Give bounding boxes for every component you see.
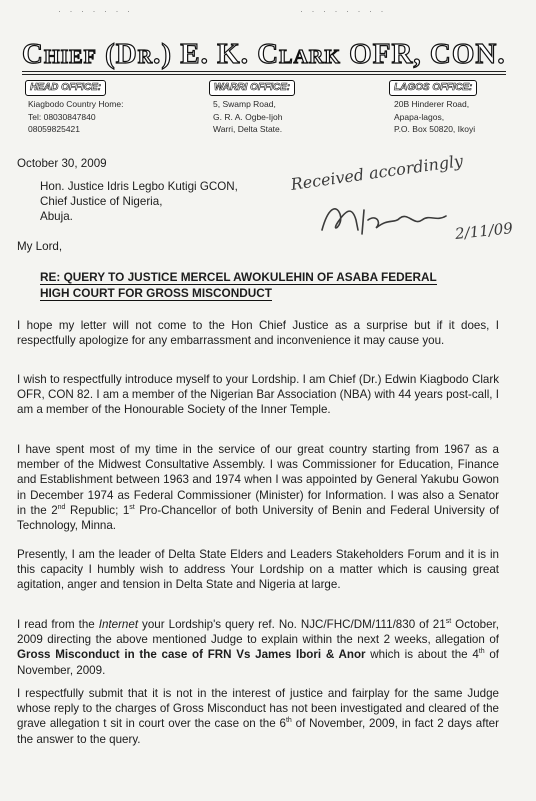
query-text: of November, 2009.	[17, 648, 500, 677]
career-text: Pro-Chancellor of both University of Benin and Federal University of Technology, Minna.	[17, 503, 500, 533]
warri-office-label: WARRI OFFICE:	[209, 80, 295, 96]
query-bold: Gross Misconduct in the case of FRN Vs James Ibori & Anor	[17, 648, 366, 662]
subject-line: RE: QUERY TO JUSTICE MERCEL AWOKULEHIN OF ASABA FEDERAL	[40, 270, 437, 284]
recipient-line: Abuja.	[40, 210, 73, 224]
scan-specks: · · · · · · ·	[58, 6, 133, 16]
superscript: st	[445, 618, 452, 626]
head-office-label: HEAD OFFICE:	[25, 80, 106, 96]
query-italic: Internet	[98, 618, 139, 631]
address-line: Apapa-lagos,	[394, 111, 445, 122]
handwritten-signature	[318, 200, 468, 240]
subject-line: HIGH COURT FOR GROSS MISCONDUCT	[40, 286, 273, 300]
paragraph-career	[17, 442, 499, 533]
handwritten-received-note: Received accordingly	[289, 151, 465, 194]
superscript: nd	[57, 503, 66, 511]
submission-text: of November, 2009, in fact 2 days after the answer to the query.	[17, 717, 499, 746]
letterhead-rule	[22, 74, 506, 75]
address-line: 5, Swamp Road,	[213, 99, 276, 109]
submission-text: I respectfully submit that it is not in the interest of justice and fairplay for the same Judge whose reply to the charges of Gross Misconduct has not been investigated and cleared of the grave allegation t sit in court over the case on the 6	[17, 687, 499, 731]
warri-office-address	[213, 98, 282, 136]
paragraph-introduction: I wish to respectfully introduce myself to your Lordship. I am Chief (Dr.) Edwin Kiagbodo Clark OFR, CON 82. I am a member of the Nigerian Bar Association (NBA) with 44 years post-call, I am a member of the Honourable Society of the Inner Temple.	[17, 373, 499, 417]
salutation: My Lord,	[17, 240, 63, 253]
query-text: which is about the 4	[365, 648, 479, 662]
superscript: th	[285, 717, 292, 725]
recipient-line: Chief Justice of Nigeria,	[40, 195, 163, 209]
recipient-address	[40, 179, 238, 225]
paragraph-leadership: Presently, I am the leader of Delta State Elders and Leaders Stakeholders Forum and it is in this capacity I humbly wish to address Your Lordship on a matter which is causing great agitation, anger and tension in Delta State and Nigeria at large.	[17, 548, 499, 592]
address-line: 08059825421	[28, 124, 81, 134]
lagos-office-address	[394, 98, 475, 136]
address-line: G. R. A. Ogbe-Ijoh	[213, 111, 283, 122]
paragraph-internet-query	[17, 617, 499, 678]
address-line: Kiagbodo Country Home:	[28, 99, 124, 109]
address-line: Warri, Delta State.	[213, 124, 283, 134]
career-text: Republic; 1	[65, 503, 130, 517]
query-text: your Lordship's query ref. No. NJC/FHC/DM/111/830 of 21	[138, 618, 446, 631]
query-text: I read from the	[17, 618, 99, 631]
letter-date: October 30, 2009	[17, 157, 107, 170]
letterhead-rule	[22, 71, 506, 72]
superscript: th	[478, 648, 485, 656]
address-line: 20B Hinderer Road,	[394, 99, 470, 109]
recipient-line: Hon. Justice Idris Legbo Kutigi GCON,	[40, 180, 238, 193]
address-line: Tel: 08030847840	[28, 111, 96, 122]
subject-heading	[40, 269, 496, 301]
superscript: st	[129, 503, 135, 511]
lagos-office-label: LAGOS OFFICE:	[389, 80, 477, 96]
head-office-address	[28, 98, 123, 136]
handwritten-date: 2/11/09	[454, 219, 514, 243]
scan-specks: · · · · · · · ·	[300, 6, 387, 16]
address-line: P.O. Box 50820, Ikoyi	[394, 124, 476, 134]
paragraph-apology: I hope my letter will not come to the Hon Chief Justice as a surprise but if it does, I respectfully apologize for any embarrassment and inconvenience it may cause you.	[17, 319, 499, 348]
career-text: I have spent most of my time in the service of our great country starting from 1967 as a member of the Midwest Consultative Assembly. I was Commissioner for Education, Finance and Establishment between 1963 and 1974 when I was appointed by General Yakubu Gowon in December 1974 as Federal Commissioner (Minister) for Information. I was also a Senator in the 2	[17, 443, 499, 517]
paragraph-submission	[17, 686, 499, 747]
query-text: October, 2009 directing the above mentioned Judge to explain within the next 2 weeks, allegation of	[17, 618, 499, 647]
letterhead-title: Chief (Dr.) E. K. Clark OFR, CON.	[22, 38, 506, 70]
